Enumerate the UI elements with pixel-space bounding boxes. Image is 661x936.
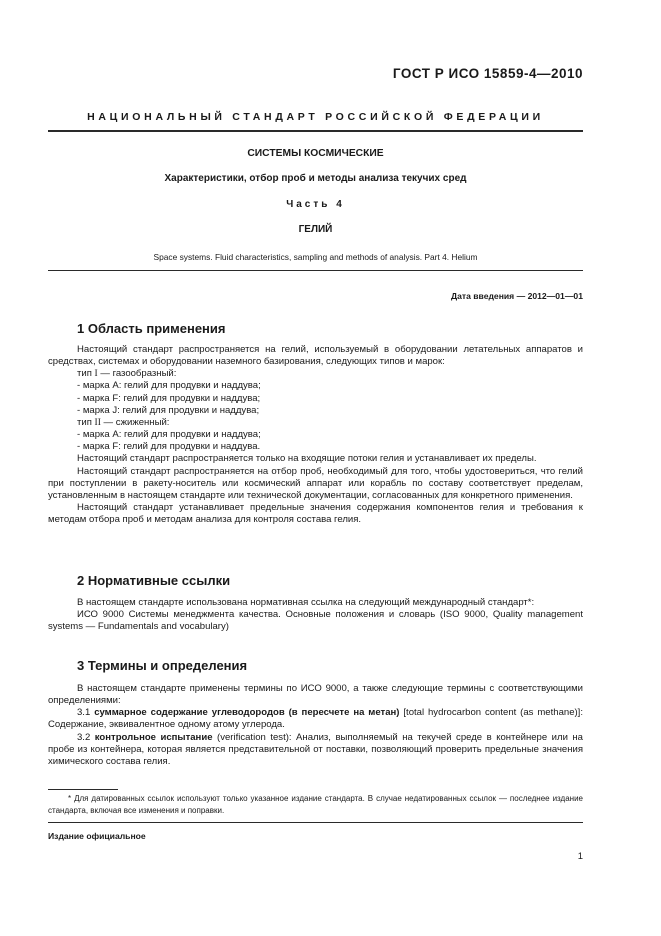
footnote (48, 793, 583, 817)
effective-date: Дата введения — 2012—01—01 (450, 291, 583, 301)
page-number: 1 (577, 851, 583, 862)
term-3-1 (48, 707, 583, 731)
type-2-numeral: II (94, 416, 101, 428)
list-item: - марка А: гелий для продувки и наддува; (77, 380, 261, 392)
section-1-paragraph: Настоящий стандарт распространяется на отбор проб, необходимый для того, чтобы удостовериться, что гелий при поступлении в ракету-носитель или космический аппарат или корабль по составу соответствует пределам, установленным в настоящем стандарте или технической документации, согласованных для конкретного применения. (48, 465, 583, 501)
section-2-heading: 2 Нормативные ссылки (77, 573, 231, 588)
section-1-paragraph: Настоящий стандарт распространяется только на входящие потоки гелия и устанавливает их пределы. (77, 453, 537, 465)
part-label: Часть 4 (286, 199, 345, 210)
term-number: 3.1 (77, 707, 95, 719)
list-item: - марка F: гелий для продувки и наддува. (77, 441, 261, 453)
type-2-prefix: тип (77, 416, 95, 428)
list-item: - марка J: гелий для продувки и наддува; (77, 404, 260, 416)
document-subtitle: Характеристики, отбор проб и методы анализа текучих сред (164, 173, 467, 184)
section-1-paragraph: Настоящий стандарт устанавливает предельные значения содержания компонентов гелия и требования к методам отбора проб и методам анализа для контроля состава гелия. (48, 502, 583, 526)
type-1-numeral: I (94, 368, 98, 380)
type-1-suffix: — газообразный: (97, 368, 177, 380)
term-number: 3.2 (77, 731, 95, 743)
english-title: Space systems. Fluid characteristics, sampling and methods of analysis. Part 4. Helium (153, 252, 478, 262)
part-title: ГЕЛИЙ (298, 224, 333, 235)
section-1-heading: 1 Область применения (77, 321, 226, 336)
section-1-body (48, 344, 583, 526)
edition-label: Издание официальное (48, 831, 146, 841)
term-name: суммарное содержание углеводородов (в пересчете на метан) (94, 707, 400, 719)
term-definition: [total hydrocarbon content (as methane)]: Содержание, эквивалентное одному атому углерода. (48, 707, 583, 731)
title-rule (48, 270, 583, 271)
type-2-suffix: — сжиженный: (100, 416, 170, 428)
section-2-paragraph: ИСО 9000 Системы менеджмента качества. Основные положения и словарь (ISO 9000, Quality management systems — Fundamentals and vocabulary) (48, 609, 583, 633)
national-standard-banner: НАЦИОНАЛЬНЫЙ СТАНДАРТ РОССИЙСКОЙ ФЕДЕРАЦИИ (87, 111, 544, 123)
header-rule (48, 130, 583, 132)
term-3-2 (48, 732, 583, 768)
type-1-line (48, 368, 583, 380)
standard-number: ГОСТ Р ИСО 15859-4—2010 (392, 66, 583, 81)
section-3-paragraph: В настоящем стандарте применены термины по ИСО 9000, а также следующие термины с соответствующими определениями: (48, 683, 583, 707)
document-title: СИСТЕМЫ КОСМИЧЕСКИЕ (247, 148, 384, 159)
footnote-rule (48, 789, 118, 790)
type-2-line (48, 417, 583, 429)
list-item: - марка А: гелий для продувки и наддува; (77, 429, 261, 441)
section-3-heading: 3 Термины и определения (77, 658, 248, 673)
section-2-paragraph: В настоящем стандарте использована нормативная ссылка на следующий международный стандарт*: (77, 597, 535, 608)
section-3-body (48, 683, 583, 768)
section-1-paragraph: Настоящий стандарт распространяется на гелий, используемый в оборудовании летательных аппаратов и средствах, системах и оборудовании наземного базирования, следующих типов и марок: (48, 344, 583, 368)
term-definition: (verification test): Анализ, выполняемый на текучей среде в контейнере или на пробе из контейнера, которая является представительной от поставки, позволяющий проверить предельные значения химического состава гелия. (48, 731, 583, 767)
term-name: контрольное испытание (94, 731, 213, 743)
section-2-body (48, 597, 583, 633)
footnote-text: * Для датированных ссылок используют только указанное издание стандарта. В случае недатированных ссылок — последнее издание стандарта, включая все изменения и поправки. (48, 794, 583, 815)
type-1-prefix: тип (77, 368, 95, 380)
list-item: - марка F: гелий для продувки и наддува; (77, 392, 261, 404)
footer-rule (48, 822, 583, 823)
